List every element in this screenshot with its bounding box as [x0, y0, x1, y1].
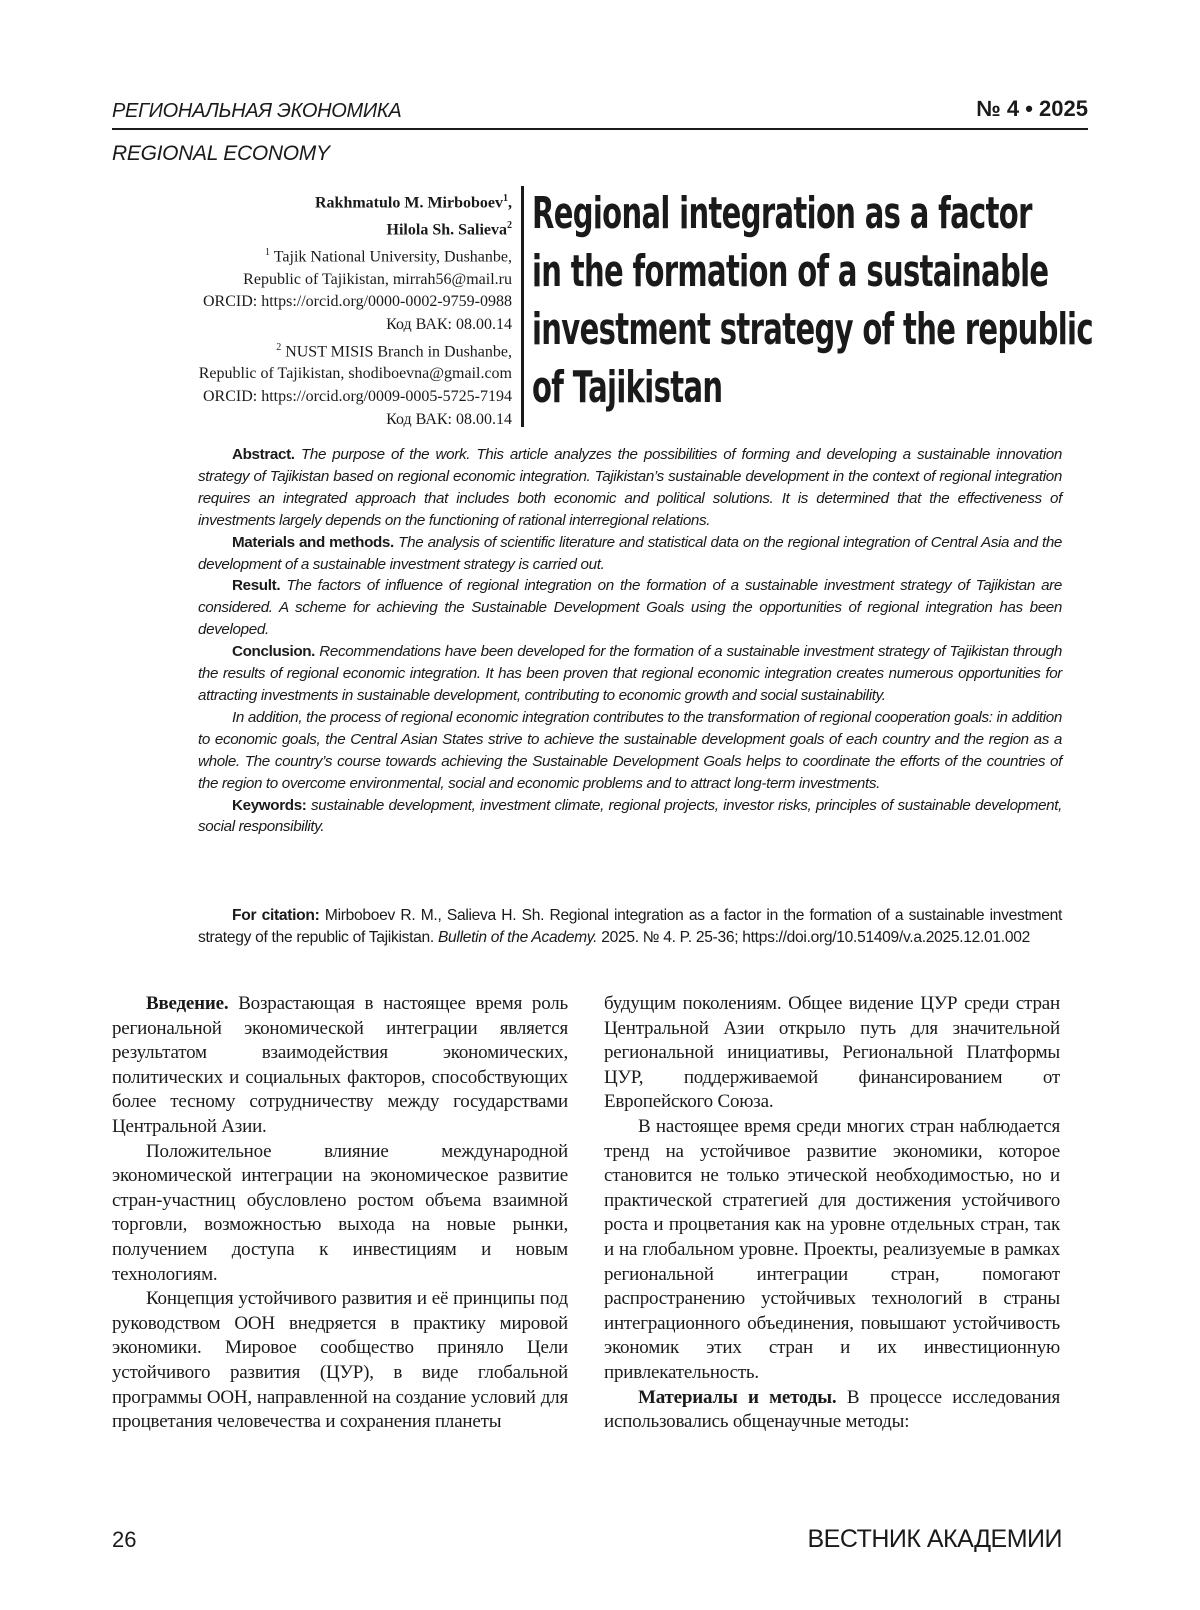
section-title-ru: РЕГИОНАЛЬНАЯ ЭКОНОМИКА	[112, 100, 402, 122]
keywords-label: Keywords:	[232, 796, 307, 814]
abstract-block	[198, 444, 1062, 838]
conclusion-label: Conclusion.	[232, 643, 316, 661]
author-2	[100, 215, 512, 242]
aff-1-sup: 1	[265, 246, 271, 258]
author-1-name: Rakhmatulo M. Mirboboev	[315, 194, 503, 212]
result-paragraph	[198, 575, 1062, 641]
methods-text: The analysis of scientific literature and statistical data on the regional integration of Central Asia and the development of a sustainable investment strategy is carried out.	[198, 533, 1063, 573]
conclusion-paragraph	[198, 641, 1062, 707]
issue-number: № 4 • 2025	[976, 96, 1088, 121]
affiliation-1-email: Republic of Tajikistan, mirrah56@mail.ru	[243, 270, 512, 288]
orcid-1: ORCID: https://orcid.org/0000-0002-9759-0988	[202, 293, 512, 311]
author-2-name: Hilola Sh. Salieva	[386, 221, 507, 239]
title-divider	[521, 186, 524, 427]
aff-2-sup: 2	[276, 341, 282, 353]
abstract-paragraph	[198, 444, 1062, 532]
body-paragraph: В настоящее время среди многих стран наблюдается тренд на устойчивое развитие экономики, которое становится не только этической необходимостью, но и практической стратегией для достижения устойчивого роста и процветания как на уровне отдельных стран, так и на глобальном уровне. Проекты, реализуемые в рамках региональной интеграции стран, помогают распространению устойчивых технологий в страны интеграционного объединения, повышают устойчивость экономик этих стран и их инвестиционную привлекательность.	[604, 1115, 1060, 1383]
citation-text-b: 2025. № 4. P. 25-36; https://doi.org/10.51409/v.a.2025.12.01.002	[597, 928, 1030, 946]
affiliation-2	[100, 337, 512, 364]
aff-2-line-1: NUST MISIS Branch in Dushanbe,	[285, 342, 512, 360]
keywords-paragraph	[198, 795, 1062, 839]
section-title-en: REGIONAL ECONOMY	[112, 142, 330, 165]
result-text: The factors of influence of regional integration on the formation of a sustainable investment strategy of Tajikistan are considered. A scheme for achieving the Sustainable Development Goals using the opportunities of regional integration has been developed.	[198, 577, 1062, 639]
title-line-3: investment strategy of the republic	[532, 304, 1093, 355]
citation-label: For citation:	[232, 907, 320, 924]
vak-code-1: Код ВАК: 08.00.14	[386, 315, 512, 333]
citation-paragraph	[198, 905, 1062, 949]
abstract-label: Abstract.	[232, 446, 295, 463]
title-line-4: of Tajikistan	[532, 362, 723, 413]
methods-section-text: В процессе исследования использовались общенаучные методы:	[604, 1386, 1060, 1433]
abstract-text: The purpose of the work. This article analyzes the possibilities of forming and developing a sustainable innovation strategy of Tajikistan based on regional economic integration. Tajikistan’s sustainable development in the context of regional integration requires an integrated approach that includes both economic and political solutions. It is determined that the effectiveness of investments largely depends on the functioning of rational interregional relations.	[198, 446, 1062, 529]
author-block	[100, 188, 512, 431]
methods-paragraph	[198, 532, 1062, 576]
title-line-1: Regional integration as a factor	[532, 188, 1032, 239]
body-paragraph: Концепция устойчивого развития и её принципы под руководством ООН внедряется в практику мировой экономики. Мировое сообщество приняло Цели устойчивого развития (ЦУР), в виде глобальной программы ООН, направленной на создание условий для процветания человечества и сохранения планеты	[112, 1288, 568, 1433]
page-number: 26	[112, 1527, 137, 1552]
intro-paragraph	[112, 992, 568, 1140]
citation-block	[198, 905, 1062, 949]
body-paragraph-continued: будущим поколениям. Общее видение ЦУР среди стран Центральной Азии открыло путь для значительной региональной инициативы, Региональной Платформы ЦУР, поддерживаемой финансированием от Европейского Союза.	[604, 993, 1060, 1113]
intro-label: Введение.	[146, 993, 229, 1014]
article-title	[532, 185, 1092, 417]
journal-name: ВЕСТНИК АКАДЕМИИ	[807, 1525, 1062, 1553]
methods-section-paragraph	[604, 1386, 1060, 1435]
affiliation-1	[100, 242, 512, 269]
methods-section-label: Материалы и методы.	[638, 1386, 837, 1408]
citation-text-a: Mirboboev R. M., Salieva H. Sh. Regional integration as a factor in the formation of a sustainable investment strategy of the republic of Tajikistan.	[198, 907, 1062, 946]
vak-code-2: Код ВАК: 08.00.14	[386, 410, 512, 428]
body-column-left	[112, 992, 568, 1435]
aff-1-line-1: Tajik National University, Dushanbe,	[273, 248, 512, 266]
conclusion-text: Recommendations have been developed for the formation of a sustainable investment strategy of Tajikistan through the results of regional economic integration. It has been proven that regional economic integration creates numerous opportunities for attracting investments in sustainable development, contributing to economic growth and social sustainability.	[198, 643, 1062, 704]
addition-paragraph: In addition, the process of regional economic integration contributes to the transformation of regional cooperation goals: in addition to economic goals, the Central Asian States strive to achieve the sustainable development goals of each country and the region as a whole. The country’s course towards achieving the Sustainable Development Goals helps to coordinate the efforts of the countries of the region to overcome environmental, social and economic problems and to attract long-term investments.	[198, 708, 1062, 792]
keywords-text: sustainable development, investment climate, regional projects, investor risks, principles of sustainable development, social responsibility.	[198, 796, 1062, 836]
title-line-2: in the formation of a sustainable	[532, 246, 1049, 297]
author-1	[100, 188, 512, 215]
result-label: Result.	[232, 577, 281, 595]
body-paragraph: Положительное влияние международной экономической интеграции на экономическое развитие стран-участниц обусловлено ростом объема взаимной торговли, возможностью выхода на новые рынки, получением доступа к инвестициям и новым технологиям.	[112, 1140, 568, 1285]
intro-text: Возрастающая в настоящее время роль региональной экономической интеграции является результатом взаимодействия экономических, политических и социальных факторов, способствующих более тесному сотрудничеству между государствами Центральной Азии.	[112, 993, 568, 1137]
author-1-sup: 1	[503, 193, 508, 204]
affiliation-2-email: Republic of Tajikistan, shodiboevna@gmail.com	[198, 365, 512, 383]
body-column-right	[604, 992, 1060, 1435]
citation-journal: Bulletin of the Academy.	[437, 928, 598, 946]
author-separator: ,	[508, 194, 512, 212]
author-2-sup: 2	[507, 219, 512, 231]
orcid-2: ORCID: https://orcid.org/0009-0005-5725-7194	[202, 388, 512, 406]
methods-label: Materials and methods.	[232, 533, 394, 551]
running-header	[112, 96, 1088, 130]
